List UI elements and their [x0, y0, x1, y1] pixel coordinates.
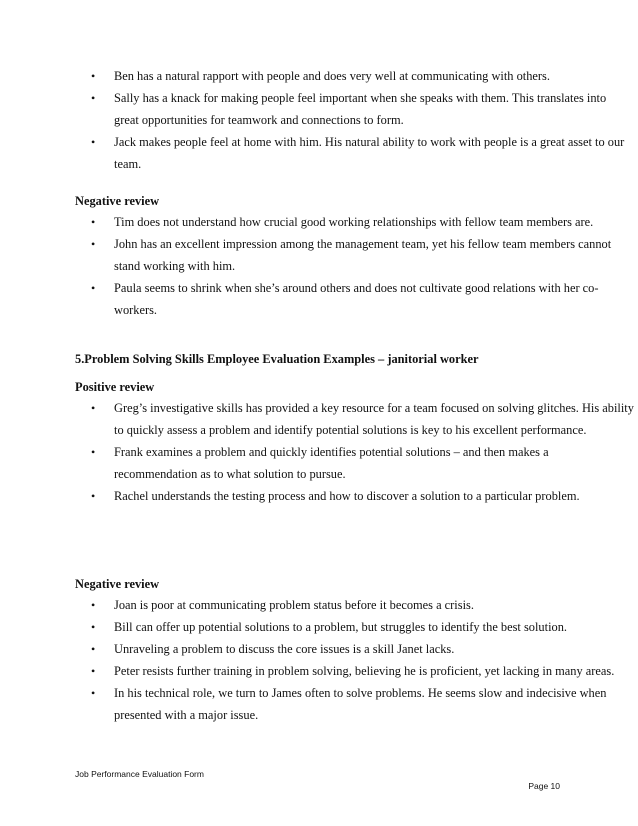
negative-review-heading: Negative review [75, 194, 160, 208]
bullet-icon: • [91, 69, 96, 83]
bullet-icon: • [91, 91, 96, 105]
list-item: • Peter resists further training in problem solving, believing he is proficient, yet lacking in many areas. [76, 660, 634, 682]
bullet-icon: • [91, 686, 96, 700]
footer-form-name: Job Performance Evaluation Form [75, 769, 204, 779]
communication-negative-list [0, 211, 634, 321]
communication-positive-list [0, 65, 634, 175]
list-item: • John has an excellent impression among the management team, yet his fellow team members cannot stand working with him. [76, 233, 634, 277]
problem-solving-negative-list [0, 594, 634, 726]
negative-review-heading: Negative review [75, 577, 160, 591]
list-item: • Jack makes people feel at home with him. His natural ability to work with people is a great asset to our team. [76, 131, 634, 175]
positive-review-heading: Positive review [75, 380, 155, 394]
page-number: Page 10 [528, 781, 560, 791]
list-item: • Paula seems to shrink when she’s around others and does not cultivate good relations with her co-workers. [76, 277, 634, 321]
list-item: • Joan is poor at communicating problem status before it becomes a crisis. [76, 594, 634, 616]
bullet-icon: • [91, 215, 96, 229]
list-item: • Unraveling a problem to discuss the core issues is a skill Janet lacks. [76, 638, 634, 660]
bullet-icon: • [91, 489, 96, 503]
bullet-icon: • [91, 598, 96, 612]
list-item: • Rachel understands the testing process and how to discover a solution to a particular problem. [76, 485, 634, 507]
bullet-icon: • [91, 237, 96, 251]
list-item: • Bill can offer up potential solutions to a problem, but struggles to identify the best solution. [76, 616, 634, 638]
bullet-icon: • [91, 620, 96, 634]
section-5-title: 5.Problem Solving Skills Employee Evaluation Examples – janitorial worker [75, 352, 479, 366]
list-item: • Ben has a natural rapport with people and does very well at communicating with others. [76, 65, 634, 87]
list-item: • Tim does not understand how crucial good working relationships with fellow team members are. [76, 211, 634, 233]
bullet-icon: • [91, 135, 96, 149]
bullet-icon: • [91, 642, 96, 656]
bullet-icon: • [91, 445, 96, 459]
problem-solving-positive-list [0, 397, 634, 507]
list-item: • In his technical role, we turn to James often to solve problems. He seems slow and indecisive when presented with a major issue. [76, 682, 634, 726]
bullet-icon: • [91, 281, 96, 295]
bullet-icon: • [91, 664, 96, 678]
list-item: • Frank examines a problem and quickly identifies potential solutions – and then makes a recommendation as to what solution to pursue. [76, 441, 634, 485]
list-item: • Greg’s investigative skills has provided a key resource for a team focused on solving glitches. His ability to quickly assess a problem and identify potential solutions is key to his excellent performance. [76, 397, 634, 441]
list-item: • Sally has a knack for making people feel important when she speaks with them. This translates into great opportunities for teamwork and connections to form. [76, 87, 634, 131]
bullet-icon: • [91, 401, 96, 415]
